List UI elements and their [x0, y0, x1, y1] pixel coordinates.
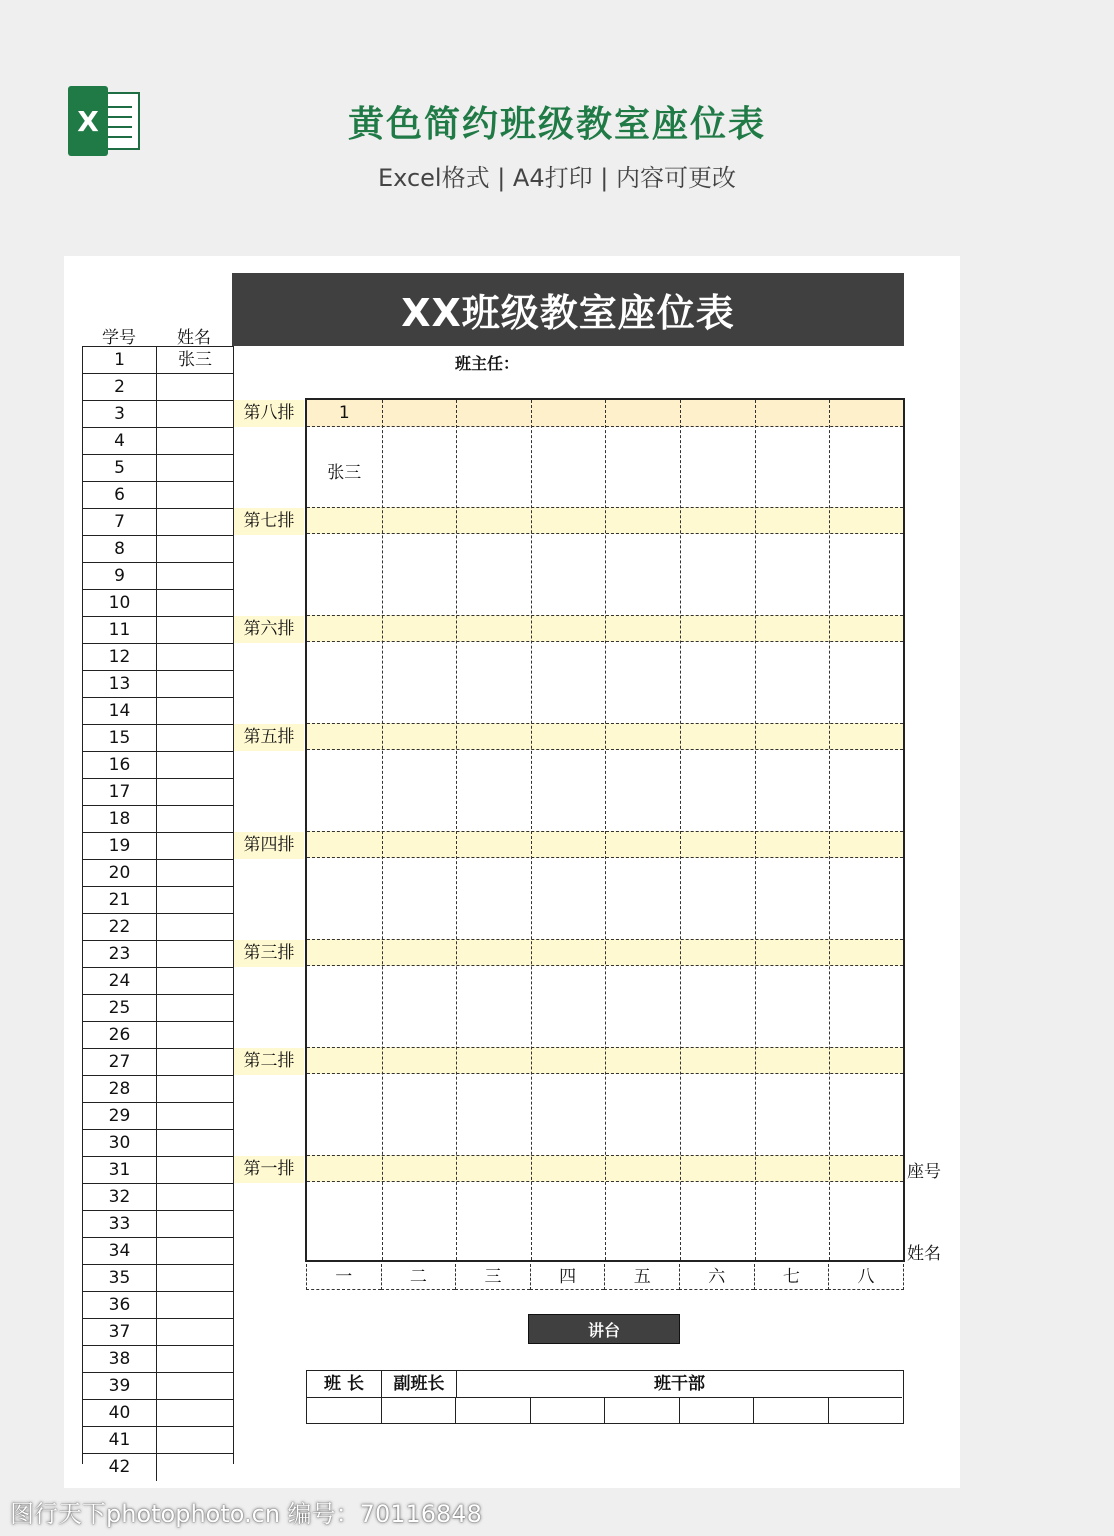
roster-row: [83, 1021, 233, 1048]
roster-id: 14: [83, 698, 157, 725]
column-label: 八: [828, 1264, 904, 1290]
column-label: 一: [306, 1264, 381, 1290]
roster-row: [83, 481, 233, 508]
roster-id: 42: [83, 1454, 157, 1481]
column-label: 六: [679, 1264, 754, 1290]
roster-row: [83, 697, 233, 724]
roster-id: 41: [83, 1427, 157, 1454]
roster-name[interactable]: [157, 1157, 233, 1184]
roster-name[interactable]: [157, 617, 233, 644]
podium: 讲台: [528, 1314, 680, 1344]
roster-row: [83, 670, 233, 697]
row-label: 第七排: [234, 508, 304, 535]
roster-name[interactable]: [157, 1454, 233, 1481]
seat-divider: [382, 400, 383, 1260]
roster-name[interactable]: [157, 698, 233, 725]
row-label: 第八排: [234, 400, 304, 427]
roster-name[interactable]: [157, 644, 233, 671]
roster-id: 28: [83, 1076, 157, 1103]
row-label: 第四排: [234, 832, 304, 859]
seat-divider: [829, 400, 830, 1260]
roster-id: 36: [83, 1292, 157, 1319]
roster-row: [83, 1345, 233, 1372]
roster-id: 27: [83, 1049, 157, 1076]
row-label: 第六排: [234, 616, 304, 643]
cadre-cell[interactable]: [456, 1398, 531, 1423]
roster-row: [83, 589, 233, 616]
roster-id: 21: [83, 887, 157, 914]
seat-divider: [755, 400, 756, 1260]
cadre-cell[interactable]: [531, 1398, 606, 1423]
roster-id: 11: [83, 617, 157, 644]
cadre-vice-monitor: 副班长: [382, 1371, 457, 1398]
seat-divider: [531, 400, 532, 1260]
roster-id: 7: [83, 509, 157, 536]
roster-name[interactable]: [157, 887, 233, 914]
roster-name[interactable]: [157, 509, 233, 536]
legend-seat-number: 座号: [907, 1162, 941, 1182]
roster-id: 18: [83, 806, 157, 833]
seat-divider: [456, 400, 457, 1260]
roster-name[interactable]: [157, 455, 233, 482]
cadre-cell[interactable]: [754, 1398, 829, 1423]
roster-id: 15: [83, 725, 157, 752]
roster-name[interactable]: [157, 860, 233, 887]
roster-id: 31: [83, 1157, 157, 1184]
seat-name[interactable]: 张三: [327, 463, 362, 483]
seat-number[interactable]: 1: [338, 403, 350, 423]
roster-id: 13: [83, 671, 157, 698]
roster-row: [83, 1291, 233, 1318]
roster-row: [83, 1183, 233, 1210]
roster-row: [83, 1453, 233, 1480]
cadre-committee: 班干部: [457, 1371, 902, 1398]
roster-id: 17: [83, 779, 157, 806]
seat-divider: [605, 400, 606, 1260]
roster-row: [83, 1399, 233, 1426]
roster-id: 38: [83, 1346, 157, 1373]
roster-name[interactable]: [157, 536, 233, 563]
roster-id: 20: [83, 860, 157, 887]
roster-name[interactable]: [157, 374, 233, 401]
row-label: 第三排: [234, 940, 304, 967]
roster-id: 6: [83, 482, 157, 509]
roster-name[interactable]: [157, 1346, 233, 1373]
sheet-banner: XX班级教室座位表: [232, 273, 904, 346]
cadre-cell[interactable]: [680, 1398, 755, 1423]
roster-name[interactable]: [157, 1427, 233, 1454]
roster-row: [83, 1264, 233, 1291]
roster-id: 22: [83, 914, 157, 941]
roster-id: 32: [83, 1184, 157, 1211]
column-label: 三: [455, 1264, 530, 1290]
roster-row: [83, 886, 233, 913]
teacher-label: 班主任：: [455, 354, 520, 373]
roster-name[interactable]: [157, 1130, 233, 1157]
roster-name[interactable]: [157, 401, 233, 428]
roster-row: [83, 994, 233, 1021]
roster-row: [83, 1102, 233, 1129]
roster-id: 35: [83, 1265, 157, 1292]
roster-id: 9: [83, 563, 157, 590]
roster-id: 34: [83, 1238, 157, 1265]
roster-name[interactable]: [157, 428, 233, 455]
roster-name[interactable]: [157, 752, 233, 779]
roster-row: [83, 346, 233, 373]
roster-id: 37: [83, 1319, 157, 1346]
cadre-cell[interactable]: [307, 1398, 382, 1423]
roster-name[interactable]: [157, 1238, 233, 1265]
roster-name[interactable]: 张三: [178, 350, 212, 370]
column-label: 四: [530, 1264, 605, 1290]
roster-row: [83, 1318, 233, 1345]
roster-name[interactable]: [157, 833, 233, 860]
roster-row: [83, 616, 233, 643]
roster-name[interactable]: [157, 779, 233, 806]
roster-name[interactable]: [157, 806, 233, 833]
cadre-cell[interactable]: [829, 1398, 904, 1423]
roster-name[interactable]: [157, 941, 233, 968]
roster-id: 12: [83, 644, 157, 671]
roster-row: [83, 427, 233, 454]
roster-name[interactable]: [157, 1022, 233, 1049]
roster-header-name: 姓名: [177, 328, 211, 348]
roster-name[interactable]: [157, 1265, 233, 1292]
roster-id: 1: [83, 347, 157, 374]
roster-name[interactable]: [157, 1211, 233, 1238]
roster-row: [83, 1237, 233, 1264]
roster-name[interactable]: [157, 671, 233, 698]
roster-id: 29: [83, 1103, 157, 1130]
row-label: 第五排: [234, 724, 304, 751]
column-label: 七: [754, 1264, 829, 1290]
roster-id: 40: [83, 1400, 157, 1427]
roster-name[interactable]: [157, 914, 233, 941]
roster-row: [83, 967, 233, 994]
roster-id: 4: [83, 428, 157, 455]
legend-name: 姓名: [907, 1244, 941, 1264]
roster-id: 5: [83, 455, 157, 482]
roster-row: [83, 1210, 233, 1237]
roster-id: 8: [83, 536, 157, 563]
roster-table: [82, 346, 234, 1477]
excel-letter: X: [68, 86, 108, 156]
cadre-monitor: 班 长: [307, 1371, 382, 1398]
roster-row: [83, 940, 233, 967]
roster-id: 2: [83, 374, 157, 401]
roster-name[interactable]: [157, 995, 233, 1022]
watermark: 图行天下photophoto.cn 编号：70116848: [10, 1500, 482, 1528]
roster-name[interactable]: [157, 1184, 233, 1211]
seat-divider: [680, 400, 681, 1260]
roster-id: 19: [83, 833, 157, 860]
roster-id: 25: [83, 995, 157, 1022]
roster-name[interactable]: [157, 1292, 233, 1319]
roster-name[interactable]: [157, 1400, 233, 1427]
row-label: 第一排: [234, 1156, 304, 1183]
seat-grid: [305, 398, 905, 1262]
roster-id: 30: [83, 1130, 157, 1157]
roster-row: [83, 508, 233, 535]
roster-name[interactable]: [157, 1373, 233, 1400]
roster-name[interactable]: [157, 725, 233, 752]
roster-row: [83, 832, 233, 859]
roster-row: [83, 643, 233, 670]
cadre-table: [306, 1370, 904, 1424]
roster-row: [83, 535, 233, 562]
roster-row: [83, 805, 233, 832]
column-label: 二: [381, 1264, 456, 1290]
roster-id: 16: [83, 752, 157, 779]
roster-name[interactable]: [157, 1049, 233, 1076]
roster-row: [83, 859, 233, 886]
roster-id: 39: [83, 1373, 157, 1400]
roster-row: [83, 373, 233, 400]
column-label: 五: [604, 1264, 679, 1290]
roster-id: 10: [83, 590, 157, 617]
roster-name[interactable]: [157, 482, 233, 509]
roster-row: [83, 1156, 233, 1183]
roster-row: [83, 778, 233, 805]
roster-row: [83, 724, 233, 751]
roster-name[interactable]: [157, 1319, 233, 1346]
roster-name[interactable]: [157, 563, 233, 590]
cadre-cell[interactable]: [382, 1398, 457, 1423]
roster-row: [83, 1372, 233, 1399]
roster-row: [83, 1048, 233, 1075]
page-subtitle: Excel格式 | A4打印 | 内容可更改: [378, 164, 736, 192]
roster-row: [83, 1426, 233, 1453]
roster-id: 33: [83, 1211, 157, 1238]
roster-name[interactable]: [157, 1076, 233, 1103]
roster-id: 3: [83, 401, 157, 428]
roster-row: [83, 913, 233, 940]
roster-id: 24: [83, 968, 157, 995]
roster-row: [83, 751, 233, 778]
page-title: 黄色简约班级教室座位表: [347, 104, 766, 145]
roster-row: [83, 454, 233, 481]
roster-name[interactable]: [157, 590, 233, 617]
roster-header-id: 学号: [102, 328, 136, 348]
roster-name[interactable]: [157, 1103, 233, 1130]
roster-row: [83, 1129, 233, 1156]
row-label: 第二排: [234, 1048, 304, 1075]
roster-id: 26: [83, 1022, 157, 1049]
roster-id: 23: [83, 941, 157, 968]
roster-row: [83, 562, 233, 589]
roster-row: [83, 1075, 233, 1102]
roster-name[interactable]: [157, 968, 233, 995]
roster-row: [83, 400, 233, 427]
cadre-cell[interactable]: [605, 1398, 680, 1423]
